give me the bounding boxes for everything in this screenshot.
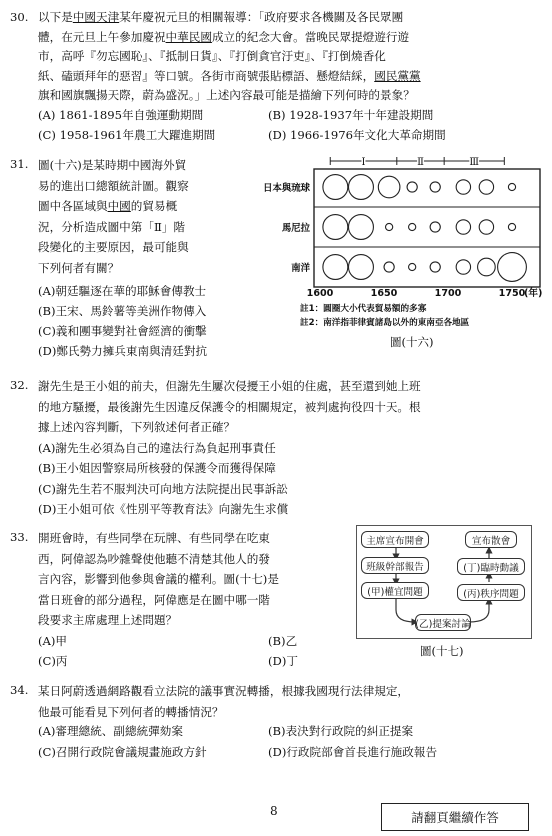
- phase-label: Ⅱ: [417, 157, 424, 168]
- trade-bubble: [508, 183, 515, 190]
- flow-step-yi-proposal[interactable]: (乙)提案討論: [415, 614, 471, 631]
- phase-label: Ⅲ: [469, 157, 480, 168]
- trade-bubble: [348, 175, 373, 200]
- question-number: 33.: [10, 530, 29, 544]
- trade-bubble: [386, 223, 393, 230]
- question-text: 開班會時，有些同學在玩牌、有些同學在吃東 西，阿偉認為吵雜聲使他聽不清楚其他人的發 言內容，影響到他參與會議的權利。圖(十七)是 當日班會的部分過程，阿偉應是在圖中哪一階 段要求主席處理上述問題？: [38, 531, 279, 627]
- option-b[interactable]: (B)乙: [268, 634, 298, 648]
- option-a[interactable]: (A)審理總統、副總統彈劾案: [38, 724, 183, 738]
- trade-bubble: [409, 223, 416, 230]
- continue-notice: 請翻頁繼續作答: [381, 803, 529, 831]
- trade-bubble: [498, 253, 527, 282]
- trade-bubble: [430, 182, 440, 192]
- trade-bubble: [479, 220, 493, 234]
- question-text: 以下是中國天津某年慶祝元旦的相關報導：「政府要求各機關及各民眾團 體，在元旦上午參加慶祝中華民國成立的紀念大會。當晚民眾提燈遊行遊 市，高呼『勿忘國恥』、『抵制日貨』、『打倒貪官汙吏』、『打倒燒香化 紙、磕頭拜年的惡習』等口號。各街市商號張貼標語、懸燈結綵，國民黨黨 旗和國旗飄揚天際，蔚為盛況。」上述內容最可能是描繪下列何時的景象？: [38, 10, 421, 102]
- trade-bubble-chart: [262, 155, 552, 300]
- chart-note-1: 註1：圓圈大小代表貿易額的多寡: [300, 304, 427, 314]
- x-tick-label: 1650: [370, 288, 398, 299]
- page-number: 8: [270, 804, 278, 818]
- trade-bubble: [479, 180, 493, 194]
- figure-16-caption: 圖(十六): [390, 335, 434, 349]
- trade-bubble: [323, 215, 348, 240]
- option-d[interactable]: (D)鄭氏勢力擁兵東南與清廷對抗: [38, 344, 208, 358]
- option-b[interactable]: (B)表決對行政院的糾正提案: [268, 724, 414, 738]
- question-text: 謝先生是王小姐的前夫，但謝先生屢次侵擾王小姐的住處，甚至還到她上班 的地方騷擾，最後謝先生因違反保護令的相關規定，被判處拘役四十天。根 據上述內容判斷，下列敘述何者正確？ (A)謝先生必須為自己的違法行為負起刑事責任 (B)王小姐因警察局所核發的保護令而獲得保障 (C)謝先生若不服判決可向地方法院提出民事訴訟 (D)王小姐可依《性別平等教育法》向謝先生求償: [38, 376, 543, 520]
- question-number: 32.: [10, 378, 29, 392]
- trade-bubble: [456, 260, 470, 274]
- option-a[interactable]: (A)甲: [38, 634, 68, 648]
- trade-bubble: [508, 223, 515, 230]
- option-b[interactable]: (B)王宋、馬鈴薯等美洲作物傳入: [38, 304, 207, 318]
- chart-note-2: 註2：南洋指菲律賓諸島以外的東南亞各地區: [300, 318, 470, 328]
- x-tick-label: 1700: [434, 288, 462, 299]
- trade-bubble: [409, 263, 416, 270]
- option-b[interactable]: (B)王小姐因警察局所核發的保護令而獲得保障: [38, 461, 276, 475]
- trade-bubble: [348, 255, 373, 280]
- meeting-flowchart: [356, 525, 532, 639]
- flow-step-ding-motion[interactable]: (丁)臨時動議: [457, 558, 525, 575]
- question-text: 某日阿蔚透過網路觀看立法院的議事實況轉播，根據我國現行法律規定， 他最可能看見下列何者的轉播情況？: [38, 684, 410, 719]
- question-number: 34.: [10, 683, 29, 697]
- option-a[interactable]: (A)謝先生必須為自己的違法行為負起刑事責任: [38, 440, 276, 455]
- option-a[interactable]: (A) 1861-1895年自強運動期間: [38, 108, 204, 122]
- x-tick-label: 1600: [306, 288, 334, 299]
- flow-step-open-meeting: 主席宣布開會: [361, 531, 429, 548]
- x-axis-unit: (年): [524, 288, 543, 299]
- option-d[interactable]: (D) 1966-1976年文化大革命期間: [268, 128, 446, 142]
- option-a[interactable]: (A)朝廷驅逐在華的耶穌會傳教士: [38, 284, 207, 298]
- flow-step-adjourn: 宣布散會: [465, 531, 517, 548]
- phase-label: Ⅰ: [361, 157, 366, 168]
- trade-bubble: [430, 262, 440, 272]
- question-text: 圖(十六)是某時期中國海外貿 易的進出口總額統計圖。觀察 圖中各區域與中國的貿易概 況，分析造成圖中第「Ⅱ」階 段變化的主要原因，最可能與 下列何者有關？: [38, 158, 189, 275]
- trade-bubble: [323, 255, 348, 280]
- option-c[interactable]: (C)義和團事變對社會經濟的衝擊: [38, 324, 207, 338]
- row-label: 日本與琉球: [263, 183, 310, 194]
- option-b[interactable]: (B) 1928-1937年十年建設期間: [268, 108, 434, 122]
- option-c[interactable]: (C)丙: [38, 654, 68, 668]
- figure-17-caption: 圖(十七): [420, 644, 464, 658]
- trade-bubble: [323, 175, 348, 200]
- option-c[interactable]: (C) 1958-1961年農工大躍進期間: [38, 128, 216, 142]
- question-number: 31.: [10, 157, 29, 171]
- x-tick-label: 1750: [498, 288, 526, 299]
- trade-bubble: [348, 215, 373, 240]
- row-label: 馬尼拉: [281, 223, 310, 234]
- flow-step-bing-order[interactable]: (丙)秩序問題: [457, 584, 525, 601]
- trade-bubble: [384, 262, 394, 272]
- option-c[interactable]: (C)召開行政院會議規畫施政方針: [38, 745, 207, 759]
- question-30: [10, 8, 542, 148]
- trade-bubble: [478, 258, 496, 276]
- trade-bubble: [378, 176, 400, 198]
- flow-step-jia-privilege[interactable]: (甲)權宜問題: [361, 582, 429, 599]
- option-d[interactable]: (D)行政院部會首長進行施政報告: [268, 745, 438, 759]
- question-34: [10, 681, 550, 771]
- trade-bubble: [407, 182, 417, 192]
- question-number: 30.: [10, 10, 29, 24]
- trade-bubble: [430, 222, 440, 232]
- question-32: [10, 376, 550, 516]
- option-d[interactable]: (D)丁: [268, 654, 298, 668]
- option-c[interactable]: (C)謝先生若不服判決可向地方法院提出民事訴訟: [38, 481, 288, 496]
- flow-step-officer-report: 班級幹部報告: [361, 557, 429, 574]
- option-d[interactable]: (D)王小姐可依《性別平等教育法》向謝先生求償: [38, 502, 289, 516]
- trade-bubble: [456, 180, 470, 194]
- row-label: 南洋: [291, 263, 310, 274]
- trade-bubble: [456, 220, 470, 234]
